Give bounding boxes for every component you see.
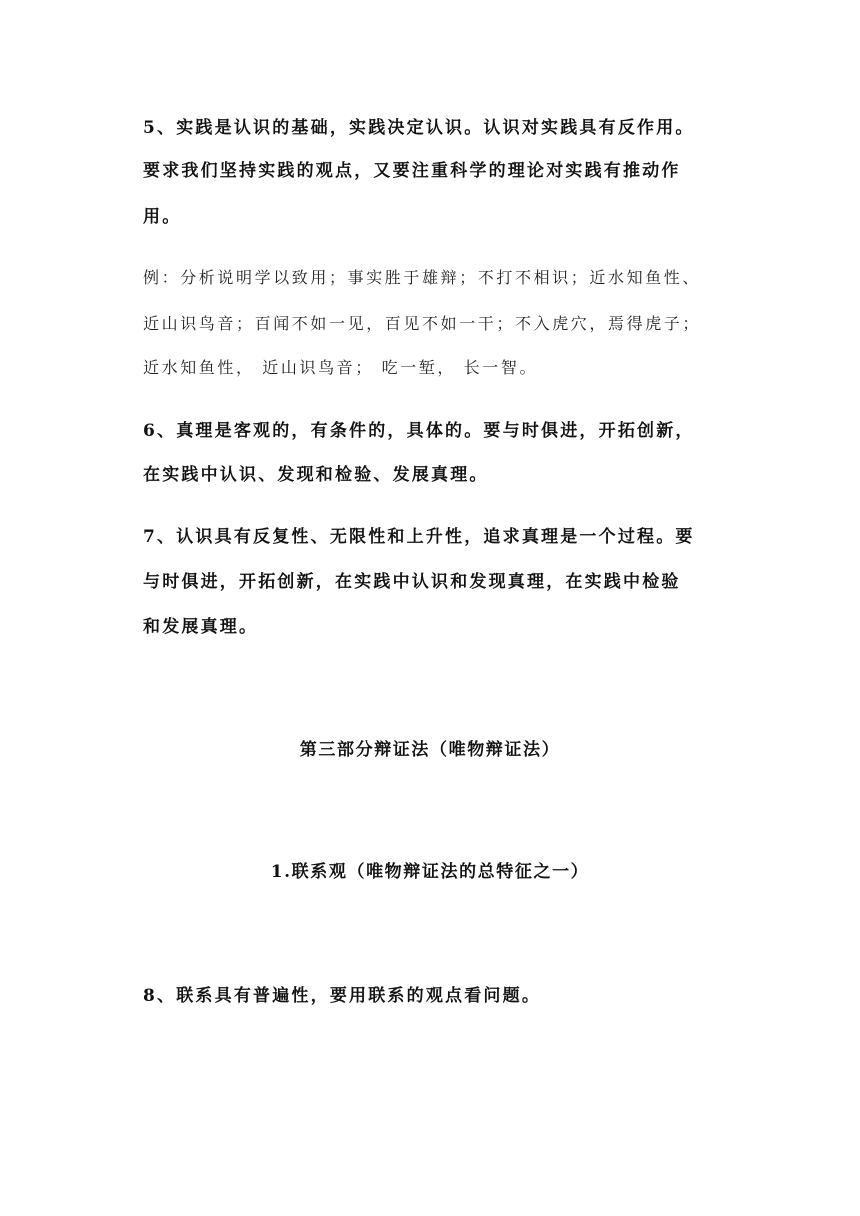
point-6-line-2: 在实践中认识、发现和检验、发展真理。 (143, 465, 489, 485)
point-7-line-2: 与时俱进，开拓创新，在实践中认识和发现真理，在实践中检验 (143, 572, 681, 592)
example-line-1: 例：分析说明学以致用；事实胜于雄辩；不打不相识；近水知鱼性、 (143, 268, 702, 287)
point-7-line-1: 7、认识具有反复性、无限性和上升性，追求真理是一个过程。要 (143, 527, 695, 547)
point-8-line-1: 8、联系具有普遍性，要用联系的观点看问题。 (143, 986, 542, 1006)
part-3-heading: 第三部分辩证法（唯物辩证法） (299, 740, 561, 760)
point-5-line-3: 用。 (143, 207, 182, 227)
example-line-3: 近水知鱼性， 近山识鸟音； 吃一堑， 长一智。 (143, 358, 539, 377)
point-5-line-1: 5、实践是认识的基础，实践决定认识。认识对实践具有反作用。 (143, 118, 695, 138)
point-7-line-3: 和发展真理。 (143, 617, 259, 637)
section-1-heading: 1.联系观（唯物辩证法的总特征之一） (270, 862, 590, 882)
point-5-line-2: 要求我们坚持实践的观点，又要注重科学的理论对实践有推动作 (143, 161, 681, 181)
point-6-line-1: 6、真理是客观的，有条件的，具体的。要与时俱进，开拓创新， (143, 421, 695, 441)
example-line-2: 近山识鸟音；百闻不如一见，百见不如一干；不入虎穴，焉得虎子； (143, 314, 702, 333)
